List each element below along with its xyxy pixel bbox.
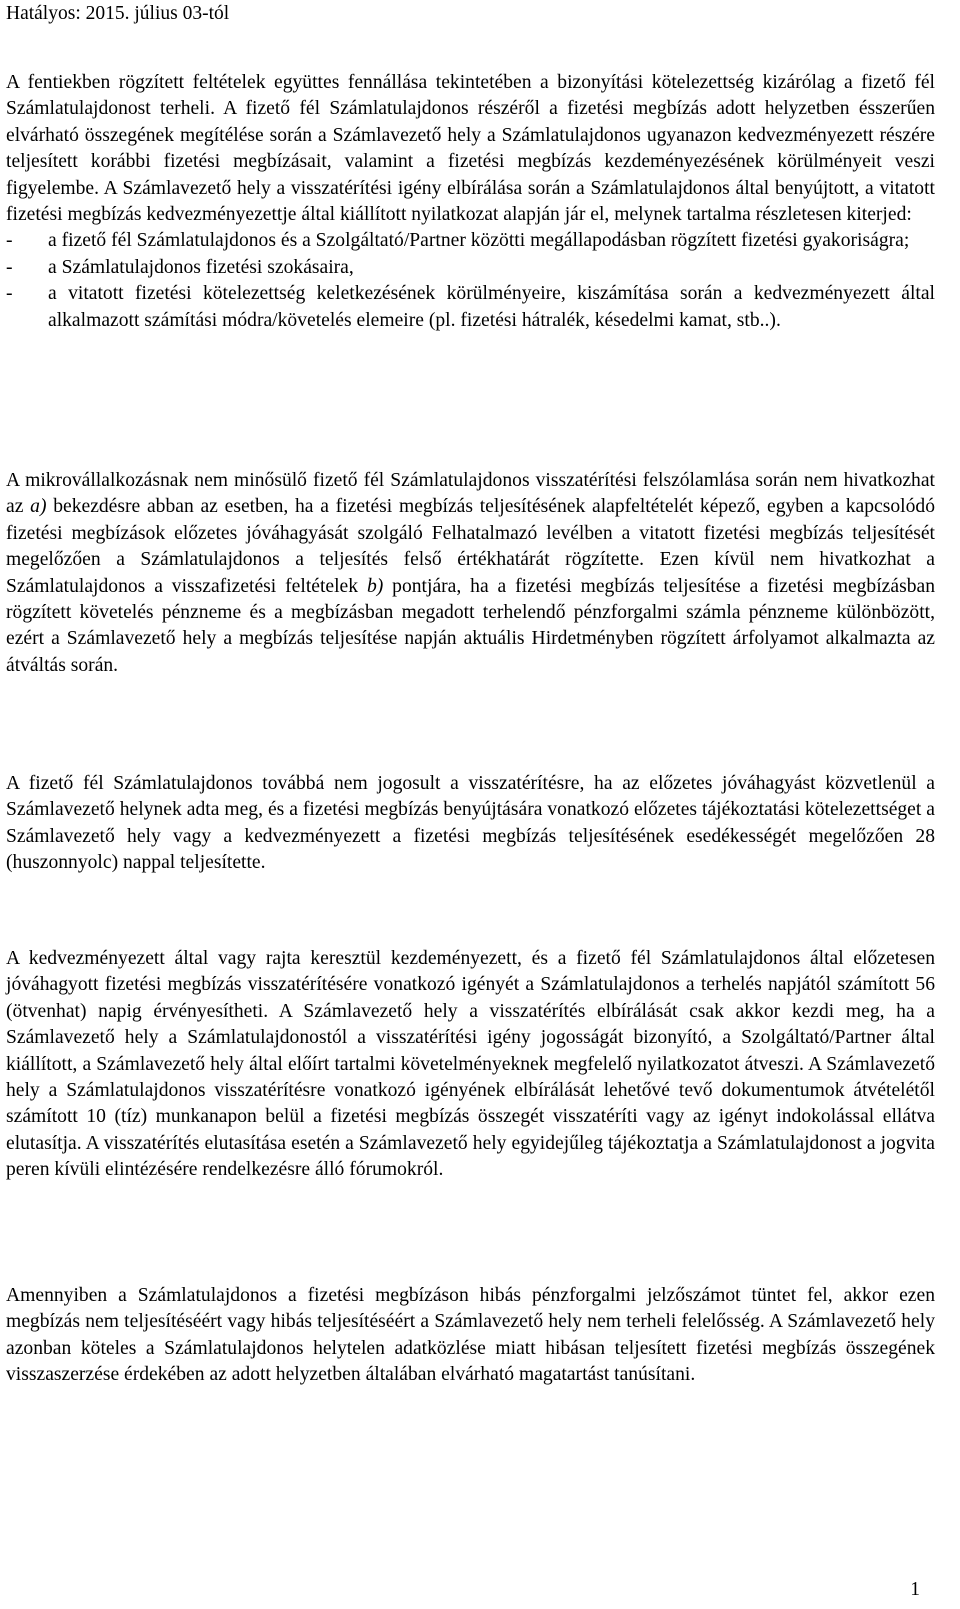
list-item — [6, 255, 935, 281]
effective-date-header: Hatályos: 2015. július 03-tól — [6, 3, 230, 24]
reference-a: a) — [30, 496, 47, 518]
paragraph-microenterprise — [6, 468, 935, 679]
paragraph-burden-of-proof — [6, 70, 935, 334]
paragraph-wrong-account-number: Amennyiben a Számlatulajdonos a fizetési megbízáson hibás pénzforgalmi jelzőszámot tüntet fel, akkor ezen megbízás nem teljesítéséért vagy hibás teljesítéséért a Számlavezető hely nem terheli felelősség. A Számlavezető hely azonban köteles a Számlatulajdonos helytelen adatközlése miatt hibásan teljesített fizetési megbízás összegének visszaszerzése érdekében az adott helyzetben általában elvárható magatartást tanúsítani. — [6, 1285, 935, 1386]
paragraph-text: A fentiekben rögzített feltételek együttes fennállása tekintetében a bizonyítási kötelezettség kizárólag a fizető fél Számlatulajdonost terheli. A fizető fél Számlatulajdonos részéről a fizetési megbízás adott helyzetben ésszerűen elvárható összegének megítélése során a Számlavezető hely a Számlatulajdonos ugyanazon kedvezményezett részére teljesített korábbi fizetési megbízásait, valamint a fizetési megbízás kezdeményezésének körülményeit veszi figyelembe. A Számlavezető hely a visszatérítési igény elbírálása során a Számlatulajdonos által benyújtott, a vitatott fizetési megbízás kedvezményezettje által kiállított nyilatkozat alapján jár el, melynek tartalma részletesen kiterjed: — [6, 72, 935, 226]
page-number: 1 — [910, 1579, 920, 1600]
paragraph-text-part: bekezdésre abban az esetben, ha a fizetési megbízás teljesítésének alapfeltételét képező, egyben a kapcsolódó fizetési megbízások előzetes jóváhagyását szolgáló Felhatalmazó levélben a vitatott fizetési megbízás teljesítését megelőzően a Számlatulajdonos a teljesítés felső értékhatárát rögzítette. Ezen kívül nem hivatkozhat a Számlatulajdonos a visszafizetési feltételek — [6, 496, 936, 597]
paragraph-not-entitled: A fizető fél Számlatulajdonos továbbá nem jogosult a visszatérítésre, ha az előzetes jóváhagyást közvetlenül a Számlavezető helynek adta meg, és a fizetési megbízás benyújtására vonatkozó előzetes tájékoztatási kötelezettséget a Számlavezető hely vagy a kedvezményezett a fizetési megbízás teljesítésének esedékességét megelőzően 28 (huszonnyolc) nappal teljesítette. — [6, 773, 935, 874]
list-dash: - — [6, 230, 13, 252]
list-item-text: a fizető fél Számlatulajdonos és a Szolgáltató/Partner közötti megállapodásban rögzített fizetési gyakoriságra; — [48, 230, 910, 252]
list-item — [6, 281, 935, 334]
list-dash: - — [6, 256, 13, 278]
list-dash: - — [6, 283, 13, 305]
paragraph-refund-claim: A kedvezményezett által vagy rajta keresztül kezdeményezett, és a fizető fél Számlatulajdonos által előzetesen jóváhagyott fizetési megbízás visszatérítésére vonatkozó igényét a Számlatulajdonos a terhelés napjától számított 56 (ötvenhat) napig érvényesítheti. A Számlavezető hely a visszatérítés elbírálását csak akkor kezdi meg, ha a Számlavezető hely a Számlatulajdonostól a visszatérítési igény jogosságát bizonyító, a Szolgáltató/Partner által kiállított, a Számlavezető hely által előírt tartalmi követelményeknek megfelelő nyilatkozatot átveszi. A Számlavezető hely a Számlatulajdonos visszatérítésre vonatkozó igényének elbírálását lehetővé tevő dokumentumok átvételétől számított 10 (tíz) munkanapon belül a fizetési megbízás összegét visszatéríti vagy az igényt indokolással ellátva elutasítja. A visszatérítés elutasítása esetén a Számlavezető hely egyidejűleg tájékoztatja a Számlatulajdonost a jogvita peren kívüli elintézésére rendelkezésre álló fórumokról. — [6, 948, 935, 1181]
paragraph-text-part: A mikrovállalkozásnak nem minősülő fizető fél Számlatulajdonos visszatérítési felszólamlása során nem hivatkozhat az — [6, 470, 935, 518]
reference-b: b) — [366, 575, 384, 597]
list-item-text: a Számlatulajdonos fizetési szokásaira, — [48, 256, 354, 278]
list-item — [6, 228, 935, 254]
paragraph-text-part: pontjára, ha a fizetési megbízás teljesítése a fizetési megbízásban rögzített követelés pénzneme és a megbízásban megadott terhelendő pénzforgalmi számla pénzneme különbözött, ezért a Számlavezető hely a megbízás teljesítése napján aktuális Hirdetményben rögzített árfolyamot alkalmazta az átváltás során. — [6, 575, 935, 676]
list-item-text: a vitatott fizetési kötelezettség keletkezésének körülményeire, kiszámítása során a kedvezményezett által alkalmazott számítási módra/követelés elemeire (pl. fizetési hátralék, késedelmi kamat, stb..). — [48, 283, 935, 331]
